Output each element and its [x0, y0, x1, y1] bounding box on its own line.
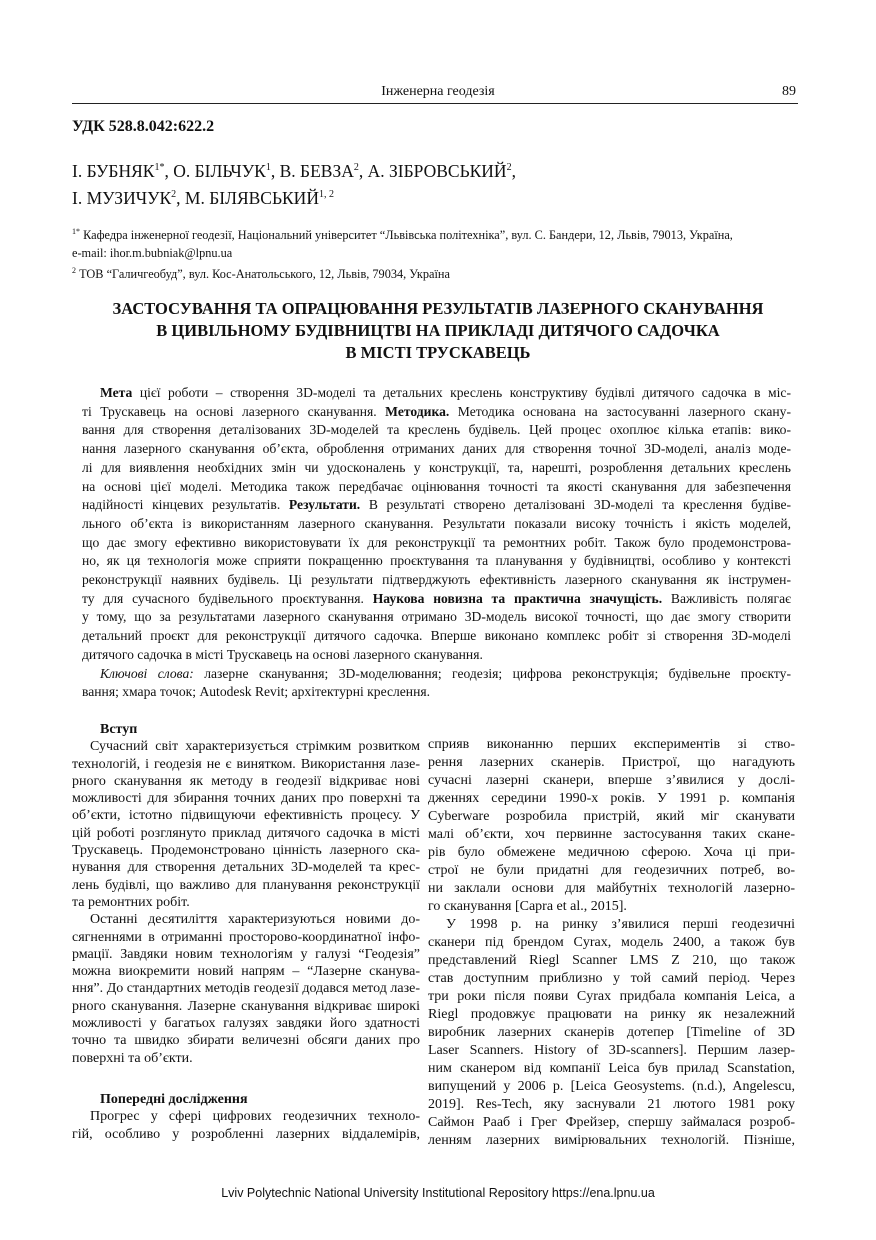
affiliation-text: ТОВ “Галичгеобуд”, вул. Кос-Анатольського, 12, Львів, 79034, Україна	[79, 267, 450, 282]
author-name: А. ЗІБРОВСЬКИЙ	[367, 160, 507, 181]
author-name: В. БЕВЗА	[279, 160, 354, 181]
abstract-line: на основі цієї моделі. Методика також передбачає оцінювання точності та якості сканування для забезпечення	[82, 478, 791, 494]
section-heading: Попередні дослідження	[100, 1091, 248, 1107]
paragraph	[428, 736, 795, 916]
paragraph	[428, 916, 795, 1150]
text-line: Прогрес у сфері цифрових геодезичних техноло-	[90, 1109, 420, 1125]
text-line: сканери під брендом Cyrax, модель 2400, а також був	[428, 935, 795, 950]
abstract-line: вання; хмара точок; Autodesk Revit; архітектурні креслення.	[82, 684, 431, 700]
text-line: рного сканування. Лазерне сканування відкриває широкі	[72, 998, 420, 1014]
text-line: сучасні лазерні сканери, вперше з’явилися у дослі-	[428, 773, 795, 788]
text-line: го сканування [Capra et al., 2015].	[428, 899, 627, 914]
abstract-line: що дає змогу ефективно використовувати їх для реконструкції та ремонтних робіт. Також було продемонстрова-	[82, 534, 791, 550]
abstract-line: льного об’єкта із використанням лазерного сканування. Результати показали високу точність і якість моделей,	[82, 515, 791, 531]
text-line: виробник лазерних сканерів дотепер [Timeline of 3D	[428, 1025, 795, 1040]
abstract-line: детальний проєкт для реконструкції дитячого садочка. Вперше виконано комплекс робіт зі створення 3D-моделі	[82, 628, 791, 644]
text-line: Riegl продовжує працювати на ринку як незалежний	[428, 1007, 795, 1022]
text-line: лень будівлі, що важливо для планування реконструкції	[72, 877, 420, 893]
text-line: нування для створення детальних 3D-моделей та крес-	[72, 860, 420, 876]
text-line: Останні десятиліття характеризуються новими до-	[90, 912, 420, 928]
abstract-section-label: Наукова новизна та практична значущість.	[372, 590, 663, 606]
paragraph	[72, 911, 420, 1067]
affiliation-text: e-mail: ihor.m.bubniak@lpnu.ua	[72, 246, 233, 261]
abstract-section-label: Мета	[100, 385, 133, 400]
abstract-line: ті Трускавець на основі лазерного сканування. Методика. Методика основана на застосуванні лазерного скану-	[82, 403, 791, 419]
paper-title	[0, 298, 876, 364]
paragraph	[72, 1108, 420, 1143]
text-line: У 1998 р. на ринку з’явилися перші геодезичні	[446, 917, 795, 932]
abstract-line: нання лазерного сканування об’єкта, оброблення отриманих даних для створення точної 3D-моделі, аналіз моде-	[82, 441, 791, 457]
author-affiliation-mark: 1	[265, 162, 271, 173]
affiliation-line	[72, 223, 802, 244]
author-affiliation-mark: 2	[171, 188, 177, 200]
udc-code: УДК 528.8.042:622.2	[72, 118, 215, 135]
author-name: М. БІЛЯВСЬКИЙ	[184, 187, 319, 208]
abstract-line: реконструкції наявних будівель. Ці результати підтверджують ефективність лазерного сканування як інструмен-	[82, 572, 791, 588]
title-line: ЗАСТОСУВАННЯ ТА ОПРАЦЮВАННЯ РЕЗУЛЬТАТІВ ЛАЗЕРНОГО СКАНУВАННЯ	[112, 299, 764, 318]
text-line: строї не були придатні для геодезичних потреб, во-	[428, 863, 795, 878]
text-line: можливості для збирання точних даних про поверхні та	[72, 791, 420, 807]
abstract-line: надійності кінцевих результатів. Результати. В результаті створено деталізовані 3D-моделі та креслення будіве-	[82, 497, 792, 513]
header-rule	[72, 103, 798, 104]
author-list	[72, 156, 516, 210]
author-line-1: І. $БУБНЯК^{1*}$, О. БІЛЬЧУК$^1$, В. БЕВЗА$^2$, А. ЗІБРОВСЬКИЙ$^2$,	[72, 160, 516, 181]
text-line: гій, особливо у розробленні лазерних віддалемірів,	[72, 1126, 420, 1142]
page-number: 89	[782, 84, 796, 99]
text-line: Саймон Рааб і Грег Фрейзер, спершу займалася розроб-	[428, 1115, 795, 1130]
abstract-line: вання для створення деталізованих 3D-моделей та креслень будівель. Цей процес охоплює кілька етапів: вико-	[82, 422, 791, 438]
affiliation-line	[72, 262, 802, 283]
author-affiliation-mark: 2	[353, 162, 359, 173]
paragraph	[72, 738, 420, 911]
text-line: ленням лазерних вимірювальних технологій. Пізніше,	[428, 1133, 795, 1148]
abstract-line: лі для виявлення необхідних змін чи удосконалень у конструкції, та, нарешті, розроблення детальних креслень	[82, 459, 791, 475]
abstract-line: дитячого садочка в місті Трускавець на основі лазерного сканування.	[82, 646, 483, 662]
text-line: точно та швидко збирати величезні обсяги даних про	[72, 1033, 420, 1049]
author-affiliation-mark: 1*	[154, 162, 165, 173]
author-name: І. БУБНЯК	[72, 160, 155, 181]
affiliation-line	[72, 244, 802, 262]
text-line: Laser Scanners. History of 3D-scanners]. Першим лазер-	[428, 1043, 795, 1058]
text-line: технологій, і геодезія не є винятком. Використання лазе-	[72, 756, 420, 772]
abstract-line: но, як ця технологія може сприяти покращенню проєктування та планування у будівництві, особливо у контексті	[82, 553, 791, 569]
text-line: цій роботі розглянуто приклад дитячого садочка в місті	[72, 825, 420, 841]
title-line: В МІСТІ ТРУСКАВЕЦЬ	[345, 343, 531, 362]
text-line: ни заклали основи для майбутніх технологій лазерно-	[428, 881, 795, 896]
abstract	[82, 384, 791, 702]
abstract-line: у тому, що за результатами лазерного сканування отримано 3D-модель високої точності, що дає змогу створити	[82, 609, 791, 625]
author-line-2: І. МУЗИЧУК$^2$, М. БІЛЯВСЬКИЙ$^{1, 2}$	[72, 187, 334, 208]
abstract-section-label: Методика.	[385, 403, 450, 419]
section-heading: Вступ	[100, 722, 138, 737]
text-line: рного сканування як методу в геодезії відкриває нові	[72, 773, 420, 789]
affiliations	[72, 223, 802, 283]
running-title: Інженерна геодезія	[381, 84, 495, 99]
text-line: представлений Riegl Scanner LMS Z 210, що також	[428, 953, 795, 968]
text-line: 2019]. Res-Tech, яку заснували 21 лютого 1981 року	[428, 1097, 795, 1112]
text-line: три роки після появи Cyrax придбала компанія Leica, а	[428, 989, 795, 1004]
section-gap	[72, 1067, 420, 1091]
text-line: можливості у багатьох галузях завдяки його здатності	[72, 1016, 420, 1032]
text-line: сприяв виконанню перших експериментів зі ство-	[428, 737, 795, 752]
abstract-line: Мета цієї роботи – створення 3D-моделі та детальних креслень конструктиву будівлі дитячого садочка в міс-	[100, 385, 791, 400]
abstract-line: Ключові слова: лазерне сканування; 3D-моделювання; геодезія; цифрова реконструкція; будівельне проєкту-	[100, 665, 792, 681]
text-line: став доступним приблизно у той самий період. Через	[428, 971, 795, 986]
text-line: рів було обмежене медичною сферою. Хоча ці при-	[428, 845, 795, 860]
affiliation-text: Кафедра інженерної геодезії, Національний університет “Львівська політехніка”, вул. С. Бандери, 12, Львів, 79013, Україна,	[83, 228, 733, 243]
text-line: об’єкти, істотно підвищуючи ефективність процесу. У	[72, 808, 420, 824]
affiliation-mark: 2	[72, 266, 76, 276]
text-line: Трускавець. Продемонстровано цінність лазерного ска-	[72, 843, 420, 859]
text-line: можна виокремити новий напрям – “Лазерне сканува-	[72, 964, 420, 980]
text-line: малі об’єкти, хоч первинне застосування таких скане-	[428, 827, 795, 842]
author-name: І. МУЗИЧУК	[72, 187, 172, 208]
affiliation-mark: 1*	[72, 227, 80, 236]
text-line: Сучасний світ характеризується стрімким розвитком	[90, 739, 420, 755]
text-line: випущений у 2006 р. [Leica Geosystems. (n.d.), Angelescu,	[428, 1079, 795, 1094]
text-line: поверхні та об’єкти.	[72, 1050, 193, 1066]
text-line: та ремонтних робіт.	[72, 894, 190, 910]
keywords-label: Ключові слова:	[100, 665, 194, 681]
text-line: дженнях середини 1990-х років. У 1991 р. компанія	[428, 791, 795, 806]
text-line: Cyberware розробила пристрій, який міг сканувати	[428, 809, 795, 824]
left-column	[72, 721, 420, 1143]
abstract-line: ту для сучасного будівельного проєктування. Наукова новизна та практична значущість. Важливість полягає	[82, 590, 791, 606]
right-column	[428, 736, 795, 1150]
author-name: О. БІЛЬЧУК	[173, 160, 266, 181]
text-line: сягненнями в отриманні просторово-координатної інфо-	[72, 929, 420, 945]
abstract-section-label: Результати.	[288, 497, 361, 513]
text-line: ним сканером від компанії Leica був прилад Scanstation,	[428, 1061, 795, 1076]
repository-footer: Lviv Polytechnic National University Institutional Repository https://ena.lpnu.ua	[221, 1186, 655, 1200]
author-affiliation-mark: 1, 2	[318, 188, 334, 200]
text-line: рмації. Завдяки новим технологіям у галузі “Геодезія”	[72, 946, 420, 962]
text-line: ння”. До стандартних методів геодезії додався метод лазе-	[72, 981, 420, 997]
text-line: рення лазерних сканерів. Пристрої, що нагадують	[428, 755, 795, 770]
title-line: В ЦИВІЛЬНОМУ БУДІВНИЦТВІ НА ПРИКЛАДІ ДИТЯЧОГО САДОЧКА	[156, 321, 720, 340]
author-affiliation-mark: 2	[506, 162, 512, 173]
